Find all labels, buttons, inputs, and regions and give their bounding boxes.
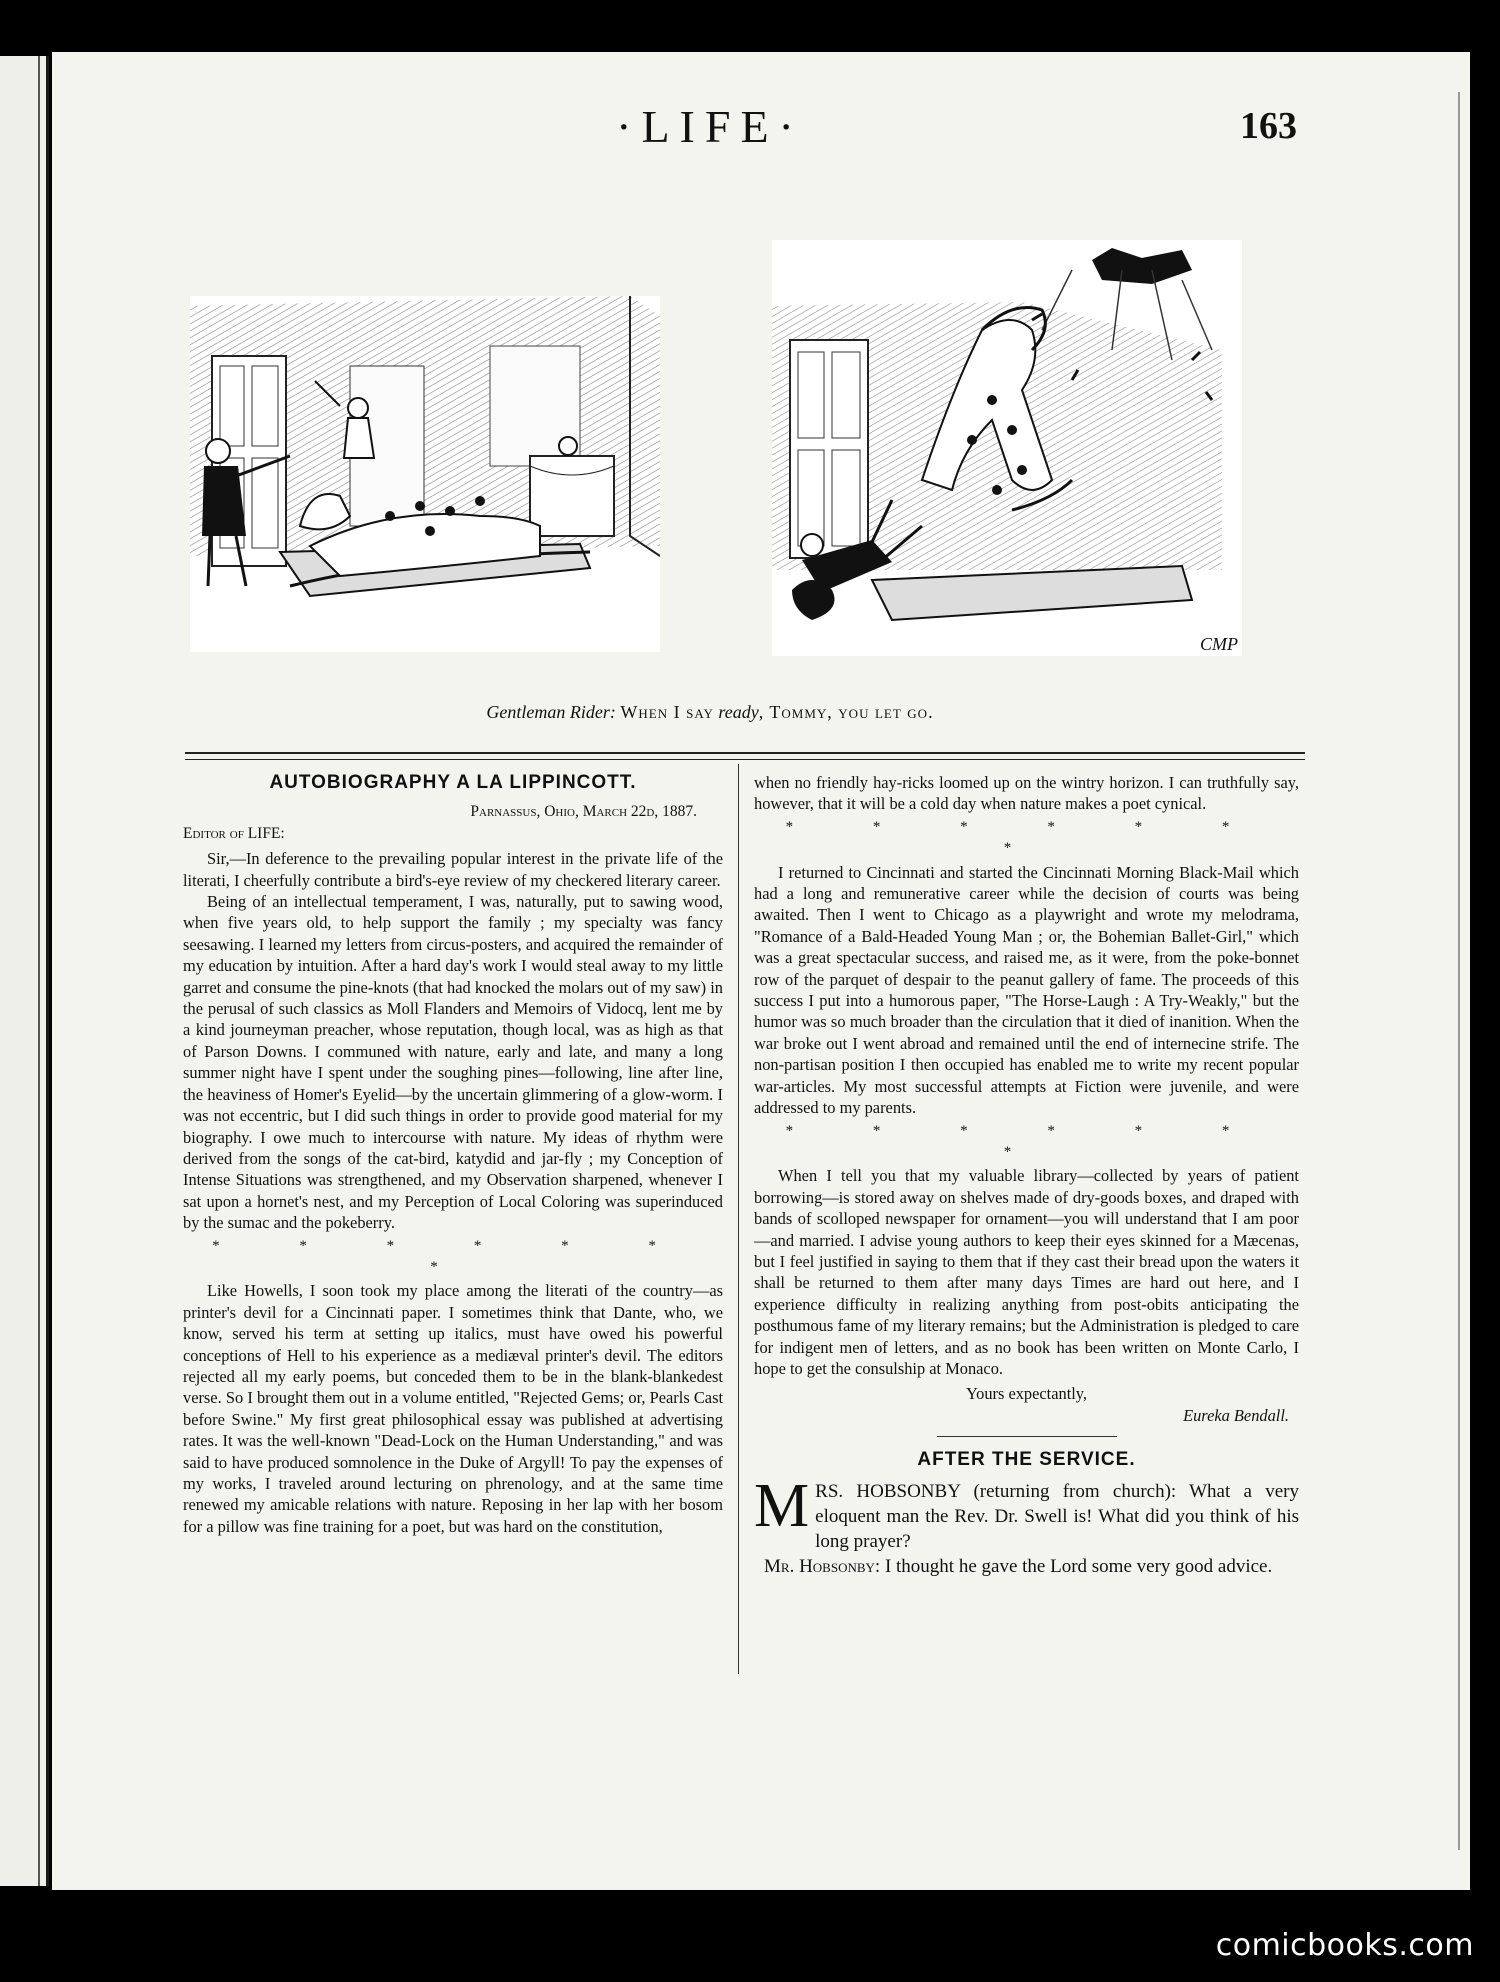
dialogue-line-2-wrap <box>754 1554 1299 1579</box>
page-edge-line <box>1458 92 1460 1850</box>
paragraph: When I tell you that my valuable library—collected by years of patient borrowing—is stored away on shelves made of dry-goods boxes, and draped with bands of scolloped newspaper for ornament—you will understand that I am poor—and married. I advise young authors to keep their eyes skinned for a Mæcenas, but I feel justified in saying to them that if they cast their bread upon the waters it shall be returned to them after many days Times are hard out here, and I experience difficulty in realizing anything from post-obits anticipating the posthumous fame of my literary remains; but the Administration is pledged to care for indigent men of letters, and as no book has been written on Monte Carlo, I hope to get the consulship at Monaco. <box>754 1166 1299 1378</box>
article-headline-2: AFTER THE SERVICE. <box>917 1449 1136 1471</box>
caption-speaker: Gentleman Rider: <box>486 702 616 722</box>
article-separator <box>937 1436 1117 1437</box>
illustration-left <box>190 296 660 652</box>
section-rule <box>185 752 1305 760</box>
drop-cap: M <box>754 1471 810 1540</box>
facing-page-edge <box>0 56 49 1886</box>
masthead-title: ·LIFE· <box>616 101 804 152</box>
dialogue-line-2: I thought he gave the Lord some very good advice. <box>884 1555 1273 1577</box>
dialogue-line-1: RS. HOBSONBY (returning from church): What a very eloquent man the Rev. Dr. Swell is! What did you think of his long prayer? <box>815 1480 1299 1552</box>
salutation: Editor of LIFE: <box>183 824 285 842</box>
illustration-caption <box>200 702 1220 723</box>
caption-text-1: When I say <box>620 702 714 722</box>
paragraph: when no friendly hay-ricks loomed up on the wintry horizon. I can truthfully say, however, that it will be a cold day when nature makes a poet cynical. <box>754 773 1299 814</box>
paragraph: Like Howells, I soon took my place among the literati of the country—as printer's devil for a Cincinnati paper. I sometimes think that Dante, who, we know, served his term at setting up italics, must have owed his powerful conceptions of Hell to his experience as a mediæval printer's devil. The editors rejected all my early poems, but conceded them to be in the blank-blankedest verse. So I brought them out in a volume entitled, "Rejected Gems; or, Pearls Cast before Swine." My first great philosophical essay was published at advertising rates. It was the well-known "Dead-Lock on the Human Understanding," and was said to have produced somnolence in the Duke of Argyll! To pay the expenses of my works, I traveled around lecturing on phrenology, and at the same time renewed my amicable relations with nature. Reposing in her lap with her bosom for a pillow was fine training for a poet, but was hard on the constitution, <box>183 1281 723 1536</box>
signoff: Yours expectantly, <box>965 1384 1088 1404</box>
paragraph: I returned to Cincinnati and started the Cincinnati Morning Black-Mail which had a long and remunerative career while the decision of courts was being awaited. Then I went to Chicago as a playwright and wrote my melodrama, "Romance of a Bald-Headed Young Man ; or, the Bohemian Ballet-Girl," which was a great spectacular success, and raised me, as it were, from the poke-bonnet row of the parquet of despair to the peanut gallery of fame. The proceeds of this success I put into a humorous paper, "The Horse-Laugh : A Try-Weakly," but the humor was so much broader than the circulation that it died of inanition. When the war broke out I went abroad and remained until the end of internecine strife. The non-partisan position I then occupied has enabled me to write my recent popular war-articles. My most successful attempts at Fiction were juvenile, and were addressed to my parents. <box>754 862 1299 1118</box>
paragraph: Sir,—In deference to the prevailing popular interest in the private life of the literati, I cheerfully contribute a bird's-eye review of my checkered literary career. <box>183 849 723 890</box>
speaker-label: Mr. Hobsonby: <box>764 1555 881 1577</box>
illustration-right <box>772 240 1242 656</box>
signature: Eureka Bendall. <box>1183 1405 1289 1425</box>
paragraph: Being of an intellectual temperament, I was, naturally, put to sawing wood, when five years old, to help support the family ; my specialty was fancy seesawing. I learned my letters from circus-posters, and acquired the remainder of my education by intuition. After a hard day's work I would steal away to my little garret and consume the pine-knots (that had knocked the molars out of my saw) in the perusal of such classics as Moll Flanders and Memoirs of Vidocq, lent me by a kind journeyman preacher, whose reputation, though local, was as high as that of Parson Downs. I communed with nature, early and late, and many a long summer night have I spent under the soughing pines—following, line after line, the heaviness of Homer's Eyelid—by the uncertain glimmering of a glow-worm. I was not eccentric, but I did such things in order to provide good material for my biography. I owe much to intercourse with nature. My ideas of rhythm were derived from the songs of the cat-bird, katydid and jar-fly ; my Conception of Intense Situations was strengthened, and my Observation sharpened, whenever I sat upon a hornet's nest, and my Perception of Local Coloring was superinduced by the sumac and the pokeberry. <box>183 892 723 1233</box>
dateline: Parnassus, Ohio, March 22d, 1887. <box>470 803 697 821</box>
page-number: 163 <box>1240 105 1297 147</box>
watermark: comicbooks.com <box>1215 1928 1474 1963</box>
caption-emphasis: ready <box>718 702 759 722</box>
section-stars: * * * * * * * <box>785 1122 1268 1160</box>
caption-text-2: , Tommy, you let go. <box>758 702 934 722</box>
left-column <box>183 772 723 1537</box>
section-stars: * * * * * * * <box>785 818 1268 857</box>
after-service-text <box>754 1471 1299 1579</box>
column-divider <box>738 764 739 1674</box>
right-column <box>754 772 1299 1579</box>
artist-signature: CMP <box>1200 634 1238 654</box>
article-headline: AUTOBIOGRAPHY A LA LIPPINCOTT. <box>269 772 637 793</box>
section-stars: * * * * * * * <box>212 1237 694 1275</box>
